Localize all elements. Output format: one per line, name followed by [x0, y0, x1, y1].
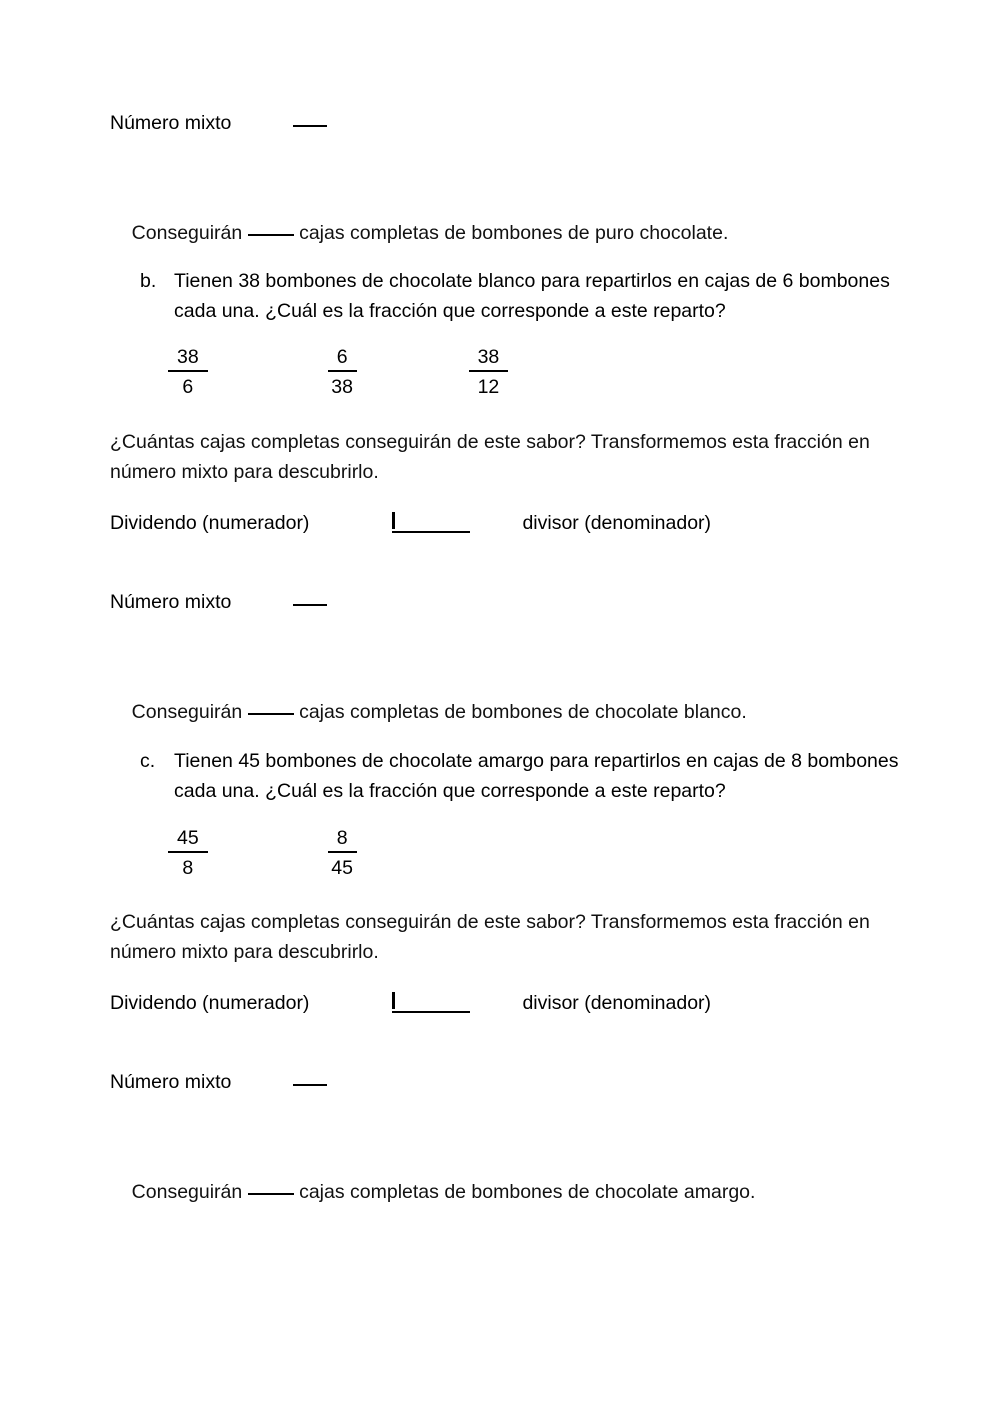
fraction-option-b-3[interactable] — [469, 345, 509, 399]
long-division-bracket-icon[interactable] — [392, 510, 470, 536]
fraction-denominator: 45 — [331, 857, 353, 879]
mixed-number-label-c: Número mixto — [110, 1071, 232, 1093]
fraction-numerator: 38 — [168, 345, 208, 372]
fraction-numerator: 38 — [469, 345, 509, 372]
list-item-c-marker: c. — [140, 750, 156, 772]
divisor-label-c: divisor (denominador) — [522, 992, 712, 1014]
result-blank-a[interactable] — [248, 234, 294, 236]
division-row-b — [110, 508, 711, 538]
division-bracket-horizontal — [392, 531, 470, 534]
list-item-b-text: Tienen 38 bombones de chocolate blanco para repartirlos en cajas de 6 bombones cada una. ¿Cuál es la fracción que corresponde a este reparto? — [174, 270, 890, 322]
fraction-numerator: 8 — [328, 826, 357, 853]
dividend-label-b: Dividendo (numerador) — [110, 512, 310, 534]
mixed-number-row-top — [110, 108, 327, 138]
fraction-option-c-1[interactable] — [168, 826, 208, 880]
result-blank-c[interactable] — [248, 1193, 294, 1195]
fraction-numerator: 45 — [168, 826, 208, 853]
list-item-c-text: Tienen 45 bombones de chocolate amargo para repartirlos en cajas de 8 bombones cada una. ¿Cuál es la fracción que corresponde a este reparto? — [174, 750, 899, 802]
fraction-denominator: 8 — [182, 857, 194, 879]
list-item-b — [140, 266, 910, 326]
result-sentence-chocolate-amargo — [110, 1147, 755, 1237]
division-row-c — [110, 988, 711, 1018]
result-sentence-prefix-a: Conseguirán — [131, 222, 248, 244]
result-sentence-prefix-c: Conseguirán — [131, 1181, 248, 1203]
result-sentence-suffix-b: cajas completas de bombones de chocolate blanco. — [293, 701, 747, 723]
fraction-denominator: 6 — [182, 376, 194, 398]
mixed-number-blank-top[interactable] — [293, 125, 327, 127]
mixed-number-row-c — [110, 1067, 327, 1097]
prompt-text-c: ¿Cuántas cajas completas conseguirán de este sabor? Transformemos esta fracción en número mixto para descubrirlo. — [110, 911, 870, 963]
list-item-b-marker: b. — [140, 270, 157, 292]
prompt-text-b: ¿Cuántas cajas completas conseguirán de este sabor? Transformemos esta fracción en número mixto para descubrirlo. — [110, 431, 870, 483]
result-sentence-prefix-b: Conseguirán — [131, 701, 248, 723]
fraction-options-b — [168, 345, 508, 399]
long-division-bracket-icon[interactable] — [392, 990, 470, 1016]
division-bracket-vertical — [392, 512, 395, 529]
mixed-number-row-b — [110, 587, 327, 617]
fraction-option-b-1[interactable] — [168, 345, 208, 399]
mixed-number-blank-c[interactable] — [293, 1084, 327, 1086]
divisor-label-b: divisor (denominador) — [522, 512, 712, 534]
result-sentence-chocolate-blanco — [110, 667, 747, 757]
fraction-denominator: 12 — [477, 376, 500, 398]
fraction-numerator: 6 — [328, 345, 357, 372]
fraction-denominator: 38 — [331, 376, 353, 398]
fraction-option-b-2[interactable] — [328, 345, 357, 399]
fraction-options-c — [168, 826, 357, 880]
fraction-option-c-2[interactable] — [328, 826, 357, 880]
dividend-label-c: Dividendo (numerador) — [110, 992, 310, 1014]
mixed-number-label-b: Número mixto — [110, 591, 232, 613]
division-bracket-vertical — [392, 992, 395, 1009]
mixed-number-blank-b[interactable] — [293, 604, 327, 606]
result-sentence-puro-chocolate — [110, 188, 728, 278]
mixed-number-label-top: Número mixto — [110, 112, 232, 134]
division-bracket-horizontal — [392, 1011, 470, 1014]
list-item-c — [140, 746, 910, 806]
result-sentence-suffix-a: cajas completas de bombones de puro chocolate. — [293, 222, 729, 244]
result-blank-b[interactable] — [248, 713, 294, 715]
result-sentence-suffix-c: cajas completas de bombones de chocolate amargo. — [293, 1181, 756, 1203]
